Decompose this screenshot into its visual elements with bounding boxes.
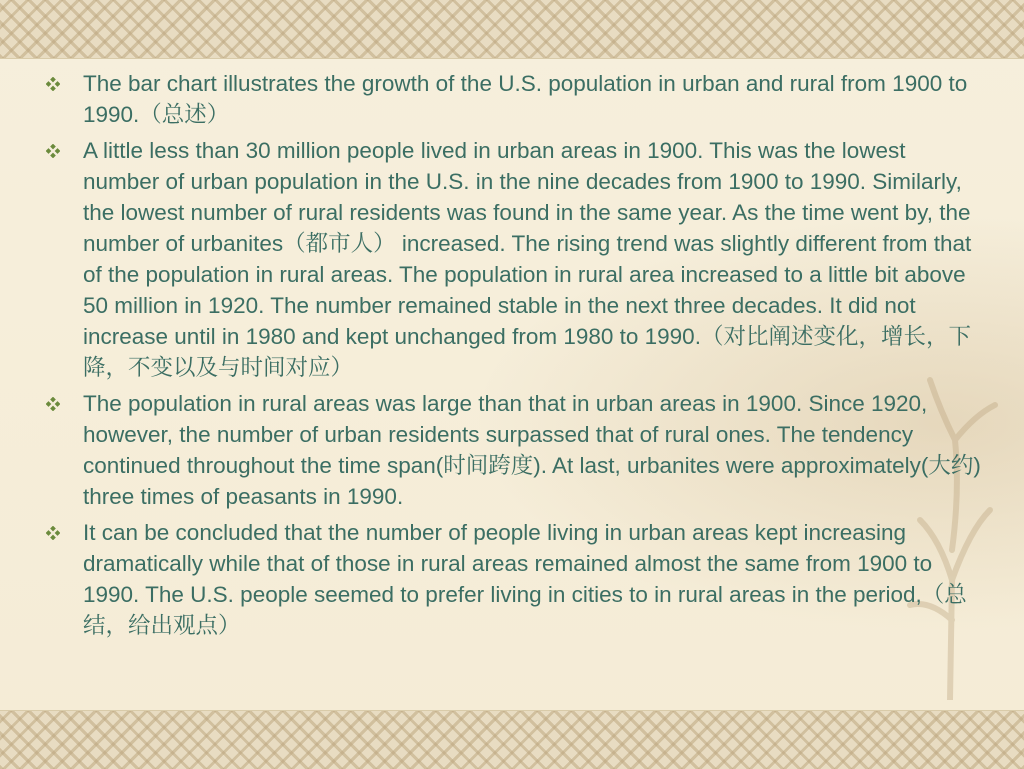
decorative-top-band <box>0 0 1024 59</box>
bullet-text-2: A little less than 30 million people lived in urban areas in 1900. This was the lowest number of urban population in the U.S. in the nine decades from 1900 to 1990. Similarly, the lowest number of rural residents was found in the same year. As the time went by, the number of urbanites（都市人） increased. The rising trend was slightly different from that of the population in rural areas. The population in rural area increased to a little bit above 50 million in 1920. The number remained stable in the next three decades. It did not increase until in 1980 and kept unchanged from 1980 to 1990.（对比阐述变化，增长，下降，不变以及与时间对应） <box>83 138 972 380</box>
diamond-cluster-icon <box>44 68 62 99</box>
diamond-cluster-icon <box>44 388 62 419</box>
bullet-item-4 <box>44 517 984 641</box>
diamond-cluster-icon <box>44 135 62 166</box>
bullet-item-3 <box>44 388 984 512</box>
bullet-item-2 <box>44 135 984 383</box>
bullet-text-4: It can be concluded that the number of people living in urban areas kept increasing dramatically while that of those in rural areas remained almost the same from 1900 to 1990. The U.S. people seemed to prefer living in cities to in rural areas in the period,（总结，给出观点） <box>83 520 967 638</box>
bullet-text-1: The bar chart illustrates the growth of the U.S. population in urban and rural from 1900 to 1990.（总述） <box>83 71 968 127</box>
diamond-cluster-icon <box>44 517 62 548</box>
bullet-item-1 <box>44 68 984 130</box>
bullet-list <box>44 68 984 646</box>
bullet-text-3: The population in rural areas was large than that in urban areas in 1900. Since 1920, however, the number of urban residents surpassed that of rural ones. The tendency continued throughout the time span(时间跨度). At last, urbanites were approximately(大约) three times of peasants in 1990. <box>83 391 981 509</box>
decorative-bottom-band <box>0 710 1024 769</box>
